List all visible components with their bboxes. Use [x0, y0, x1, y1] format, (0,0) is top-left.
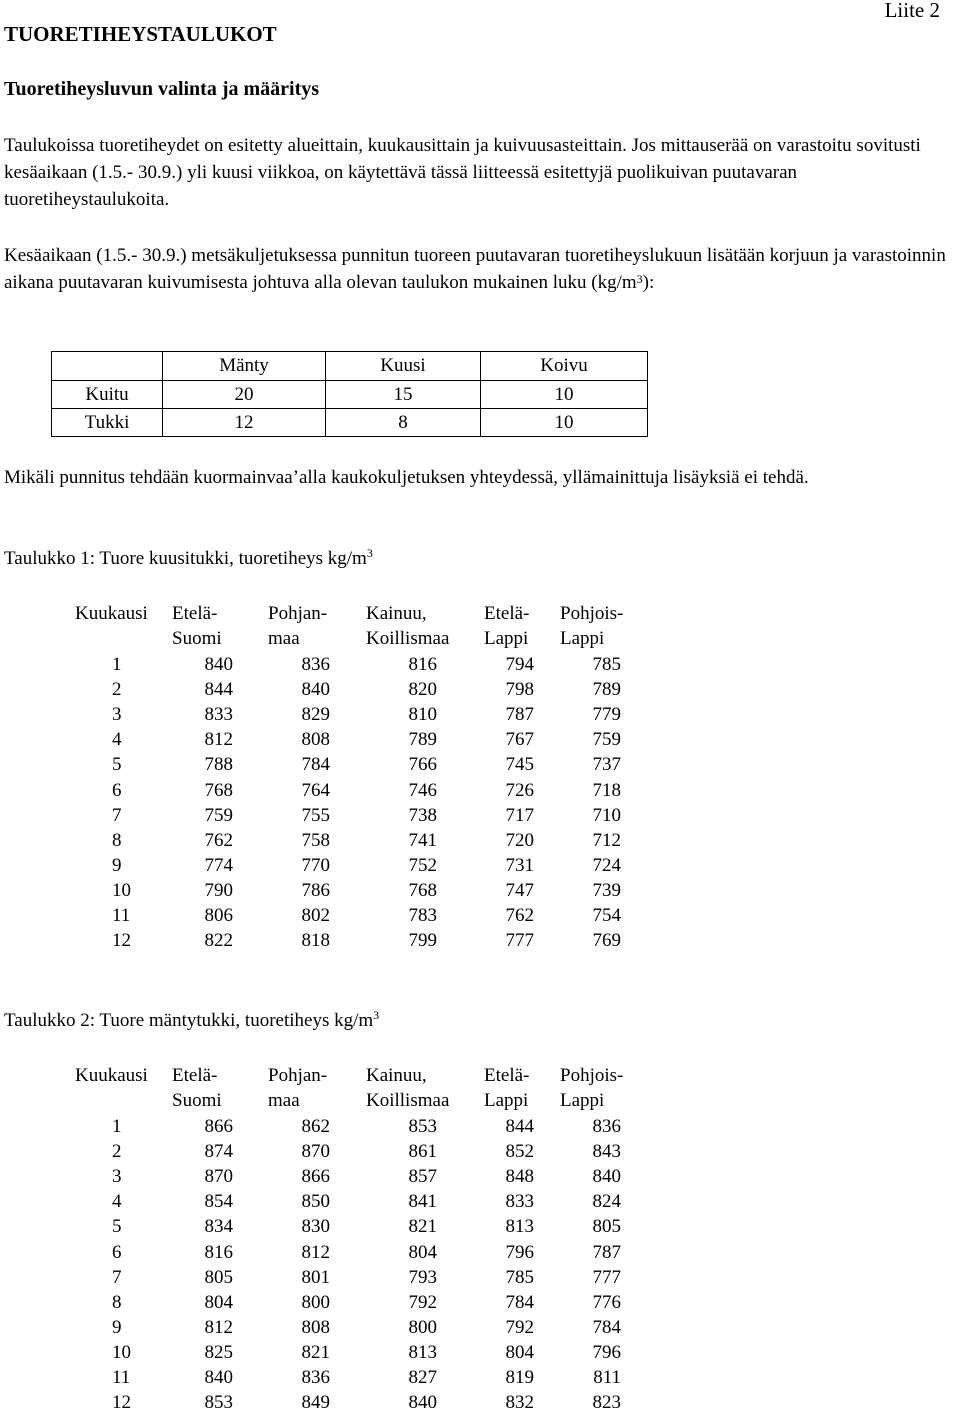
density-cell: 746: [408, 779, 437, 801]
adjustment-header-cell: Kuusi: [326, 352, 481, 381]
density-cell: 745: [505, 754, 534, 776]
table1-caption-superscript: 3: [366, 546, 373, 560]
density-cell: 870: [204, 1166, 233, 1188]
density-cell: 792: [505, 1316, 534, 1338]
month-cell: 6: [112, 779, 122, 801]
density-cell: 785: [505, 1266, 534, 1288]
density-cell: 853: [204, 1392, 233, 1414]
density-cell: 784: [301, 754, 330, 776]
density-cell: 769: [592, 930, 621, 952]
month-cell: 3: [112, 1166, 122, 1188]
table-header-cell: Etelä-: [484, 1065, 530, 1086]
density-cell: 823: [592, 1392, 621, 1414]
table-row: [0, 778, 700, 803]
summer-text-end: ):: [642, 272, 655, 293]
density-cell: 843: [592, 1141, 621, 1163]
density-cell: 840: [204, 1367, 233, 1388]
table-header-cell: maa: [268, 1090, 300, 1111]
density-cell: 862: [301, 1116, 330, 1137]
month-cell: 7: [112, 1266, 122, 1288]
density-cell: 825: [204, 1341, 233, 1363]
month-cell: 8: [112, 1291, 122, 1313]
month-cell: 1: [112, 1116, 122, 1137]
density-cell: 857: [408, 1166, 437, 1188]
density-cell: 787: [505, 704, 534, 726]
density-cell: 792: [408, 1291, 437, 1313]
density-cell: 777: [592, 1266, 621, 1288]
table-row: [0, 1114, 700, 1139]
table1-caption: [4, 548, 373, 570]
density-cell: 776: [592, 1291, 621, 1313]
density-cell: 741: [408, 829, 437, 851]
table-row: [0, 1139, 700, 1164]
summer-paragraph: [4, 242, 954, 296]
table-row: [0, 1390, 700, 1415]
density-cell: 779: [592, 704, 621, 726]
adjustment-cell: Tukki: [52, 409, 163, 437]
table-header-cell: Suomi: [172, 628, 222, 649]
table-header-cell: Pohjois-: [560, 603, 624, 624]
table-header-cell: maa: [268, 628, 300, 649]
adjustment-row: [52, 381, 648, 409]
density-cell: 829: [301, 704, 330, 726]
adjustment-header-cell: Mänty: [163, 352, 326, 381]
density-cell: 861: [408, 1141, 437, 1163]
density-cell: 813: [408, 1341, 437, 1363]
table-row: [0, 853, 700, 878]
density-cell: 806: [204, 905, 233, 926]
density-cell: 816: [204, 1241, 233, 1263]
table-row: [0, 828, 700, 853]
density-cell: 790: [204, 879, 233, 901]
density-cell: 834: [204, 1216, 233, 1238]
table-header-cell: Kainuu,: [366, 603, 427, 624]
table-header-cell: Pohjois-: [560, 1065, 624, 1086]
density-cell: 812: [301, 1241, 330, 1263]
table-row: [0, 702, 700, 727]
density-cell: 812: [204, 1316, 233, 1338]
month-cell: 10: [112, 879, 131, 901]
table-header-cell: Pohjan-: [268, 1065, 328, 1086]
density-cell: 844: [204, 679, 233, 701]
density-cell: 724: [592, 854, 621, 876]
density-cell: 789: [592, 679, 621, 701]
density-cell: 759: [204, 804, 233, 826]
density-cell: 710: [592, 804, 621, 826]
table-row: [0, 677, 700, 702]
density-cell: 752: [408, 854, 437, 876]
density-cell: 836: [301, 1367, 330, 1388]
table-header-cell: Koillismaa: [366, 628, 450, 649]
table-header-cell: Suomi: [172, 1090, 222, 1111]
density-cell: 759: [592, 729, 621, 751]
adjustment-cell: 8: [326, 409, 481, 437]
month-cell: 11: [112, 1367, 131, 1388]
density-cell: 768: [204, 779, 233, 801]
density-cell: 794: [505, 654, 534, 675]
density-cell: 822: [204, 930, 233, 952]
density-cell: 717: [505, 804, 534, 826]
table-row: [0, 1290, 700, 1315]
month-cell: 12: [112, 930, 131, 952]
density-cell: 819: [505, 1367, 534, 1388]
table-header-cell: Etelä-: [172, 1065, 218, 1086]
month-cell: 7: [112, 804, 122, 826]
density-cell: 830: [301, 1216, 330, 1238]
table-header-cell: Lappi: [484, 1090, 529, 1111]
density-cell: 833: [505, 1191, 534, 1213]
density-cell: 764: [301, 779, 330, 801]
table2-caption-superscript: 3: [373, 1008, 380, 1022]
density-cell: 853: [408, 1116, 437, 1137]
density-cell: 833: [204, 704, 233, 726]
summer-superscript: 3: [636, 272, 643, 286]
density-cell: 783: [408, 905, 437, 926]
month-cell: 12: [112, 1392, 131, 1414]
density-cell: 731: [505, 854, 534, 876]
month-cell: 8: [112, 829, 122, 851]
adjustment-cell: 10: [481, 381, 648, 409]
density-cell: 799: [408, 930, 437, 952]
table-row: [0, 1240, 700, 1265]
density-cell: 768: [408, 879, 437, 901]
density-cell: 812: [204, 729, 233, 751]
month-cell: 4: [112, 1191, 122, 1213]
density-cell: 870: [301, 1141, 330, 1163]
table-row: [0, 903, 700, 928]
month-cell: 1: [112, 654, 122, 675]
adjustment-cell: Kuitu: [52, 381, 163, 409]
density-cell: 840: [204, 654, 233, 675]
table-header-cell: Koillismaa: [366, 1090, 450, 1111]
density-cell: 850: [301, 1191, 330, 1213]
density-cell: 840: [301, 679, 330, 701]
table-header-cell: Kainuu,: [366, 1065, 427, 1086]
density-cell: 720: [505, 829, 534, 851]
table-row: [0, 1214, 700, 1239]
density-cell: 844: [505, 1116, 534, 1137]
appendix-label: Liite 2: [884, 0, 940, 22]
density-cell: 801: [301, 1266, 330, 1288]
table-header-cell: Kuukausi: [75, 603, 148, 624]
density-cell: 810: [408, 704, 437, 726]
adjustment-cell: 12: [163, 409, 326, 437]
density-cell: 770: [301, 854, 330, 876]
table-row: [0, 652, 700, 677]
month-cell: 9: [112, 1316, 122, 1338]
density-cell: 804: [204, 1291, 233, 1313]
density-cell: 852: [505, 1141, 534, 1163]
density-cell: 739: [592, 879, 621, 901]
density-cell: 827: [408, 1367, 437, 1388]
density-cell: 816: [408, 654, 437, 675]
density-cell: 762: [505, 905, 534, 926]
density-cell: 813: [505, 1216, 534, 1238]
table-row: [0, 803, 700, 828]
density-cell: 798: [505, 679, 534, 701]
table1-caption-text: Taulukko 1: Tuore kuusitukki, tuoretiheys kg/m: [4, 548, 367, 569]
density-cell: 796: [505, 1241, 534, 1263]
density-cell: 785: [592, 654, 621, 675]
table-row: [0, 928, 700, 953]
density-cell: 832: [505, 1392, 534, 1414]
density-cell: 712: [592, 829, 621, 851]
density-cell: 784: [592, 1316, 621, 1338]
density-cell: 788: [204, 754, 233, 776]
density-cell: 754: [592, 905, 621, 926]
table-header-cell: Etelä-: [484, 603, 530, 624]
adjustment-cell: 20: [163, 381, 326, 409]
density-cell: 738: [408, 804, 437, 826]
density-cell: 808: [301, 729, 330, 751]
month-cell: 6: [112, 1241, 122, 1263]
table-row: [0, 1365, 700, 1390]
month-cell: 10: [112, 1341, 131, 1363]
density-cell: 820: [408, 679, 437, 701]
table-row: [0, 1340, 700, 1365]
density-cell: 802: [301, 905, 330, 926]
table-row: [0, 752, 700, 777]
density-cell: 840: [408, 1392, 437, 1414]
month-cell: 9: [112, 854, 122, 876]
density-cell: 787: [592, 1241, 621, 1263]
table-row: [0, 727, 700, 752]
density-cell: 866: [301, 1166, 330, 1188]
table-header-cell: Pohjan-: [268, 603, 328, 624]
adjustment-table: [51, 351, 648, 437]
table2-caption-text: Taulukko 2: Tuore mäntytukki, tuoretiheys kg/m: [4, 1010, 374, 1031]
table-header-cell: Kuukausi: [75, 1065, 148, 1086]
density-cell: 766: [408, 754, 437, 776]
adjustment-header-cell: Koivu: [481, 352, 648, 381]
table-header-cell: Etelä-: [172, 603, 218, 624]
month-cell: 2: [112, 679, 122, 701]
table-row: [0, 1164, 700, 1189]
adjustment-cell: 10: [481, 409, 648, 437]
density-cell: 866: [204, 1116, 233, 1137]
table-row: [0, 1189, 700, 1214]
density-cell: 840: [592, 1166, 621, 1188]
density-cell: 793: [408, 1266, 437, 1288]
density-cell: 800: [301, 1291, 330, 1313]
density-cell: 804: [408, 1241, 437, 1263]
density-cell: 848: [505, 1166, 534, 1188]
density-cell: 762: [204, 829, 233, 851]
density-cell: 747: [505, 879, 534, 901]
density-cell: 755: [301, 804, 330, 826]
month-cell: 5: [112, 754, 122, 776]
adjustment-header-row: [52, 352, 648, 381]
month-cell: 11: [112, 905, 131, 926]
density-cell: 786: [301, 879, 330, 901]
density-cell: 804: [505, 1341, 534, 1363]
density-cell: 758: [301, 829, 330, 851]
table-header-cell: Lappi: [484, 628, 529, 649]
density-cell: 836: [592, 1116, 621, 1137]
month-cell: 3: [112, 704, 122, 726]
density-cell: 841: [408, 1191, 437, 1213]
month-cell: 2: [112, 1141, 122, 1163]
summer-text: Kesäaikaan (1.5.- 30.9.) metsäkuljetuksessa punnitun tuoreen puutavaran tuoretiheyslukuun lisätään korjuun ja varastoinnin aikana puutavaran kuivumisesta johtuva alla olevan taulukon mukainen luku (kg/m: [4, 245, 946, 293]
density-cell: 849: [301, 1392, 330, 1414]
density-cell: 784: [505, 1291, 534, 1313]
density-cell: 777: [505, 930, 534, 952]
density-cell: 737: [592, 754, 621, 776]
adjustment-cell: 15: [326, 381, 481, 409]
density-cell: 821: [408, 1216, 437, 1238]
density-cell: 805: [204, 1266, 233, 1288]
density-cell: 774: [204, 854, 233, 876]
table2-caption: [4, 1010, 379, 1032]
adjustment-row: [52, 409, 648, 437]
intro-paragraph: Taulukoissa tuoretiheydet on esitetty alueittain, kuukausittain ja kuivuusasteittain. Jos mittauserää on varastoitu sovitusti kesäaikaan (1.5.- 30.9.) yli kuusi viikkoa, on käytettävä tässä liitteessä esitettyjä puolikuivan puutavaran tuoretiheystaulukoita.: [4, 135, 921, 210]
density-cell: 811: [593, 1367, 621, 1388]
density-cell: 818: [301, 930, 330, 952]
density-cell: 824: [592, 1191, 621, 1213]
table-header-cell: Lappi: [560, 1090, 605, 1111]
density-cell: 854: [204, 1191, 233, 1213]
density-cell: 718: [592, 779, 621, 801]
note-paragraph: Mikäli punnitus tehdään kuormainvaa’alla kaukokuljetuksen yhteydessä, yllämainittuja lisäyksiä ei tehdä.: [4, 467, 809, 488]
month-cell: 5: [112, 1216, 122, 1238]
document-title: TUORETIHEYSTAULUKOT: [4, 22, 277, 46]
density-cell: 874: [204, 1141, 233, 1163]
density-cell: 767: [505, 729, 534, 751]
density-cell: 800: [408, 1316, 437, 1338]
table-row: [0, 878, 700, 903]
month-cell: 4: [112, 729, 122, 751]
adjustment-header-cell: [52, 352, 163, 381]
density-cell: 789: [408, 729, 437, 751]
table-row: [0, 1315, 700, 1340]
density-cell: 836: [301, 654, 330, 675]
table-header-cell: Lappi: [560, 628, 605, 649]
density-cell: 821: [301, 1341, 330, 1363]
section-heading: Tuoretiheysluvun valinta ja määritys: [4, 78, 320, 100]
table-row: [0, 1265, 700, 1290]
density-cell: 808: [301, 1316, 330, 1338]
density-cell: 805: [592, 1216, 621, 1238]
density-cell: 726: [505, 779, 534, 801]
density-cell: 796: [592, 1341, 621, 1363]
